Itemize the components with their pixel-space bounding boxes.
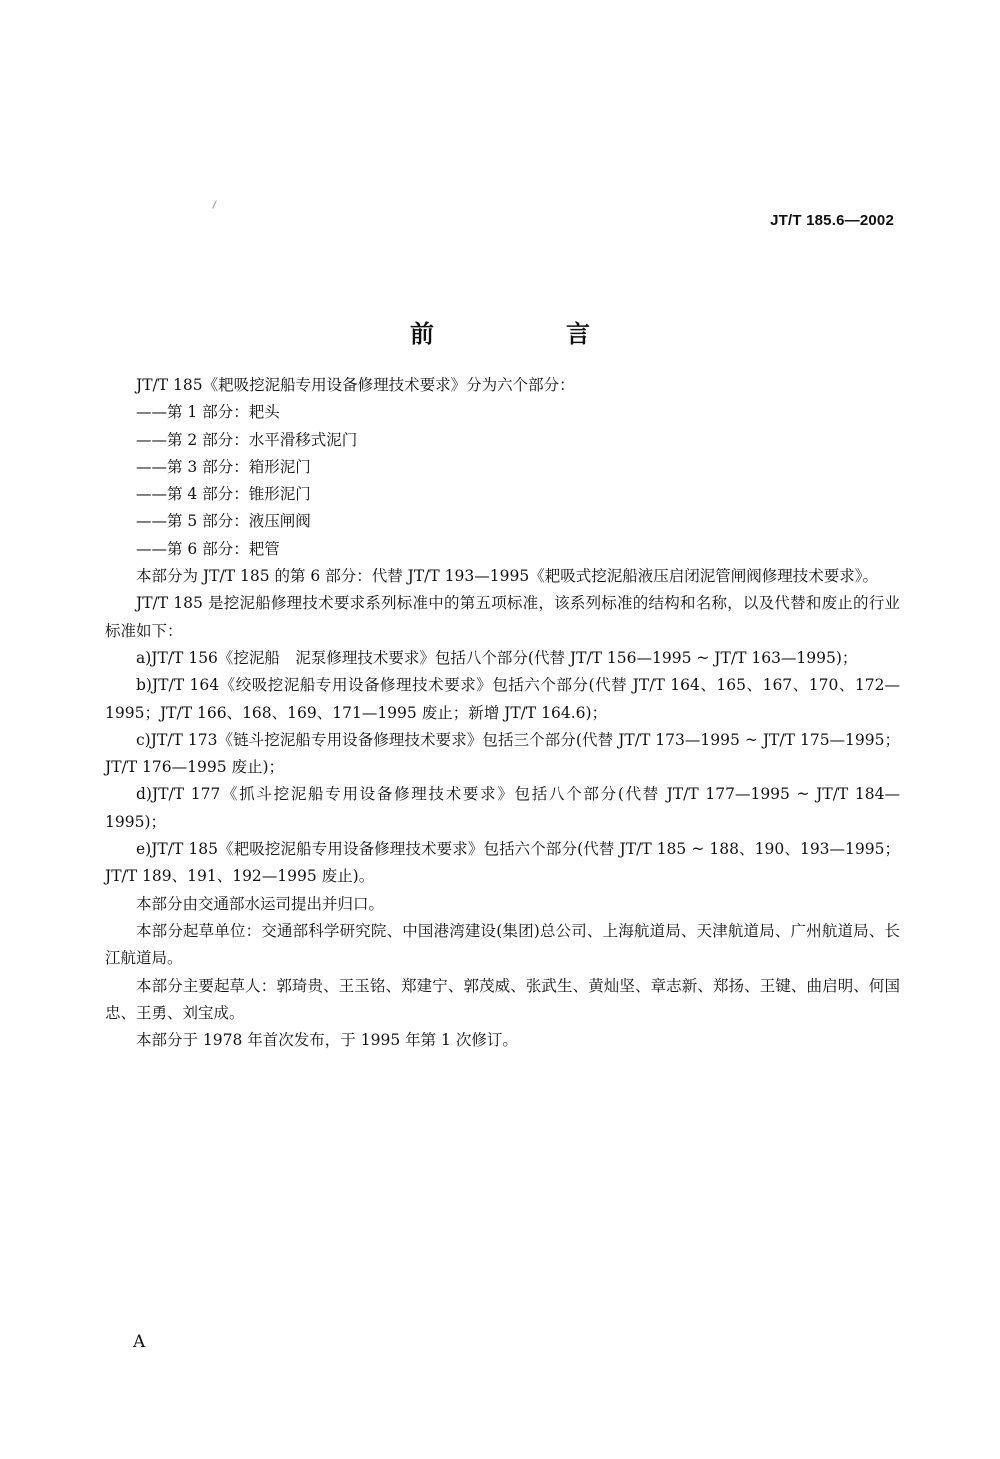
drafters-paragraph: 本部分主要起草人：郭琦贵、王玉铭、郑建宁、郭茂威、张武生、黄灿坚、章志新、郑扬、王键、曲启明、何国忠、王勇、刘宝成。 bbox=[105, 976, 900, 1022]
part-list-item: ——第 1 部分：耙头 bbox=[136, 403, 280, 422]
page-number: A bbox=[133, 1332, 146, 1352]
part-list-item: ——第 2 部分：水平滑移式泥门 bbox=[136, 430, 358, 449]
replacement-paragraph: 本部分为 JT/T 185 的第 6 部分：代替 JT/T 193—1995《耙吸式挖泥船液压启闭泥管闸阀修理技术要求》。 bbox=[136, 567, 878, 586]
foreword-body bbox=[105, 372, 900, 1054]
drafting-units-paragraph: 本部分起草单位：交通部科学研究院、中国港湾建设(集团)总公司、上海航道局、天津航道局、广州航道局、长江航道局。 bbox=[105, 921, 900, 968]
series-list-item: b)JT/T 164《绞吸挖泥船专用设备修理技术要求》包括六个部分(代替 JT/T 164、165、167、170、172—1995；JT/T 166、168、169、171—1995 废止；新增 JT/T 164.6)； bbox=[105, 676, 900, 722]
series-list-item: c)JT/T 173《链斗挖泥船专用设备修理技术要求》包括三个部分(代替 JT/T 173—1995 ~ JT/T 175—1995；JT/T 176—1995 废止)； bbox=[105, 730, 900, 777]
series-list-item: a)JT/T 156《挖泥船 泥泵修理技术要求》包括八个部分(代替 JT/T 156—1995 ~ JT/T 163—1995)； bbox=[136, 648, 858, 667]
page-title: 前 言 bbox=[410, 320, 644, 348]
part-list-item: ——第 3 部分：箱形泥门 bbox=[136, 457, 311, 476]
intro-paragraph: JT/T 185《耙吸挖泥船专用设备修理技术要求》分为六个部分： bbox=[136, 376, 575, 394]
standard-code: JT/T 185.6—2002 bbox=[770, 212, 894, 229]
part-list-item: ——第 6 部分：耙管 bbox=[136, 539, 280, 558]
part-list-item: ——第 4 部分：锥形泥门 bbox=[136, 485, 311, 504]
series-paragraph: JT/T 185 是挖泥船修理技术要求系列标准中的第五项标准，该系列标准的结构和名称，以及代替和废止的行业标准如下： bbox=[105, 594, 900, 640]
part-list-item: ——第 5 部分：液压闸阀 bbox=[136, 512, 311, 531]
history-paragraph: 本部分于 1978 年首次发布，于 1995 年第 1 次修订。 bbox=[136, 1031, 518, 1050]
series-list-item: d)JT/T 177《抓斗挖泥船专用设备修理技术要求》包括八个部分(代替 JT/T 177—1995 ~ JT/T 184—1995)； bbox=[105, 785, 900, 831]
proposer-paragraph: 本部分由交通部水运司提出并归口。 bbox=[136, 894, 385, 913]
scan-speck bbox=[212, 200, 217, 209]
series-list-item: e)JT/T 185《耙吸挖泥船专用设备修理技术要求》包括六个部分(代替 JT/T 185 ~ 188、190、193—1995；JT/T 189、191、192—1995 废止)。 bbox=[105, 840, 900, 886]
